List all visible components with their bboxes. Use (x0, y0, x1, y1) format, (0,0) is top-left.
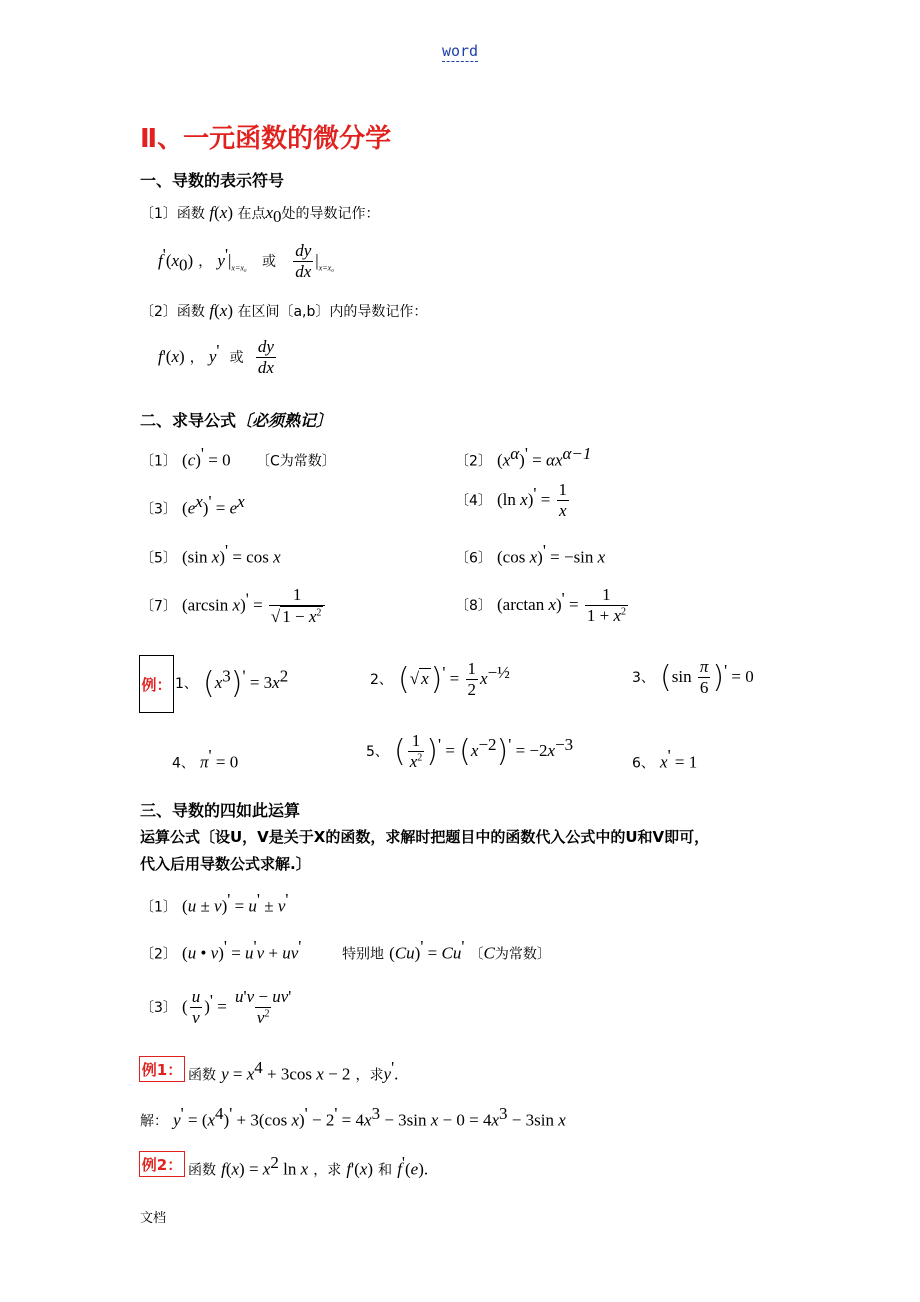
formula-5: 〔5〕 (sin x)' = cos x (140, 541, 281, 567)
formula-3: 〔3〕 $(e^x)' = e^x$ (140, 492, 245, 518)
formula-7: 〔7〕 (arcsin x)' = $\frac{1}{√ 1 - x^2}$ (140, 586, 327, 626)
s1-notation1: $f'(x_0)$ ， $y'|_{x=x_0}$ 或 $\frac{dy}{dx}$ $|_{x=x_0}$ (158, 241, 334, 281)
example-6: 6、 x' = 1 (632, 746, 698, 772)
example-label-box: 例： (139, 655, 174, 713)
example-4: 4、 π' = 0 (172, 746, 239, 772)
section1-heading: 一、导数的表示符号 (140, 171, 285, 190)
header-word-link[interactable]: word (441, 42, 479, 60)
section3-desc-line2: 代入后用导数公式求解.〕 (140, 855, 311, 873)
s1-item2: 〔2〕函数 f(x) 在区间〔a,b〕内的导数记作： (140, 301, 428, 320)
formula-8: 〔8〕 (arctan x)' = $\frac{1}{1 + x^2}$ (455, 585, 626, 625)
s1-item1: 〔1〕函数 f(x) 在点$x_0$处的导数记作： (140, 203, 380, 226)
rule-2: 〔2〕 (u • v)' = u'v + uv' 特别地 (Cu)' = Cu' 〔C为常数〕 (140, 937, 551, 963)
example1-label-box: 例1： (139, 1056, 185, 1082)
footer-text: 文档 (140, 1211, 167, 1226)
page-title: Ⅱ、一元函数的微分学 (140, 124, 392, 154)
formula-6: 〔6〕 (cos x)' = −sin x (455, 541, 606, 567)
section3-desc-line1: 运算公式〔设U，V是关于X的函数，求解时把题目中的函数代入公式中的U和V即可， (140, 828, 710, 846)
s1-notation2: f'(x) ， y' 或 $\frac{dy}{dx}$ (158, 337, 274, 377)
formula-2: 〔2〕 $(x^\alpha)' = \alpha x^{\alpha-1}$ (455, 444, 592, 470)
example2-label-box: 例2： (139, 1151, 185, 1177)
example-5: 5、 ( $\frac{1}{x^2}$ )$' = (x^{-2})' = -2x^{-3}$ (366, 731, 574, 771)
example-1: 1、 $(x^3)' = 3x^2$ (175, 666, 289, 701)
section3-heading: 三、导数的四如此运算 (140, 801, 301, 820)
example-3: 3、 (sin $\frac{\pi}{6}$ )' = 0 (632, 657, 754, 697)
example2-question: 函数 $f(x) = x^2$ ln x ，求 f'(x) 和 f'(e). (188, 1153, 429, 1179)
section2-heading: 二、求导公式〔必须熟记〕 (140, 411, 333, 430)
example1-solution: 解： $y' = (x^4)' + 3(\cos$ $x)' - 2' = 4x^3 - 3\sin$ $x - 0 = 4x^3 - 3\sin$ x (140, 1104, 566, 1130)
example1-question: 函数 $y = x^4 + 3\cos$ x − 2 ，求y'. (188, 1058, 399, 1084)
example-2: 2、 (√ x)' = $\frac{1}{2}$ $x^{-\frac{1}{2}}$ (370, 659, 510, 699)
formula-1: 〔1〕 (c)' = 0 〔C为常数〕 (140, 444, 336, 470)
rule-3: 〔3〕 ( $\frac{u}{v}$ )' = $\frac{u'v - uv'}{v^2}$ (140, 987, 292, 1027)
rule-1: 〔1〕 (u ± v)' = u' ± v' (140, 890, 289, 916)
formula-4: 〔4〕 (ln x)' = $\frac{1}{x}$ (455, 480, 568, 520)
